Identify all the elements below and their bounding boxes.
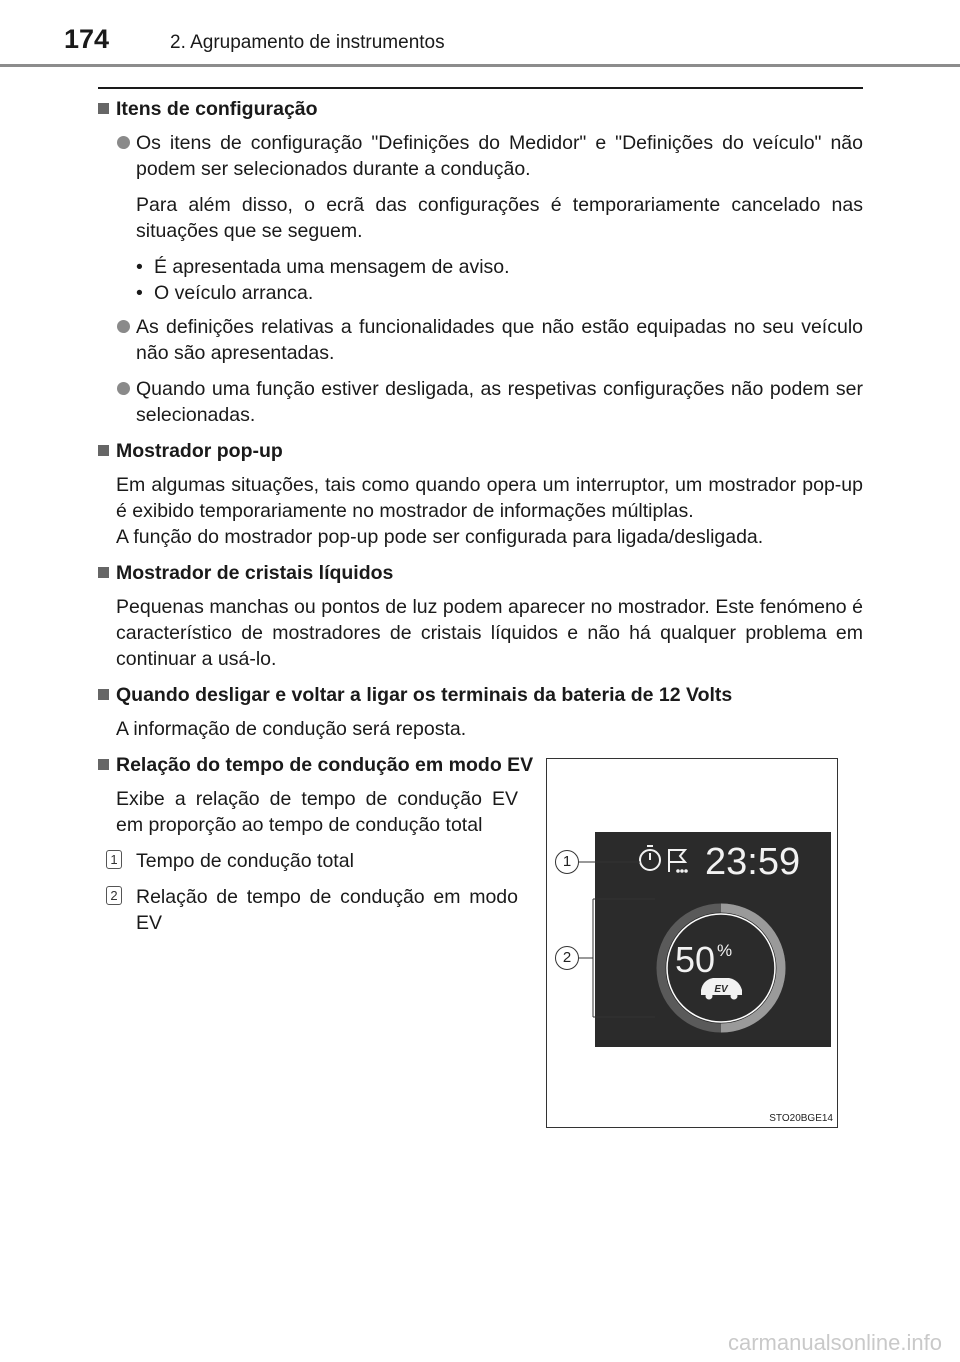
paragraph: Pequenas manchas ou pontos de luz podem aparecer no mostrador. Este fenómeno é característico de mostradores de cristais líquidos e não há qualquer problema em continuar a usá-lo. — [116, 596, 863, 670]
paragraph: Para além disso, o ecrã das configurações é temporariamente cancelado nas situações que se seguem. — [136, 194, 863, 242]
circle-bullet-icon — [117, 382, 130, 395]
ev-ratio-percent-sign: % — [717, 941, 733, 960]
section-heading-ev: Relação do tempo de condução em modo EV — [98, 752, 863, 778]
callout-2: 2 — [555, 946, 579, 970]
number-badge: 1 — [106, 850, 122, 869]
callout-leaders — [547, 759, 837, 1127]
sub-bullet-item: • É apresentada uma mensagem de aviso. — [136, 256, 510, 278]
numbered-item: 1 Tempo de condução total — [116, 848, 518, 874]
total-driving-time: 23:59 — [705, 841, 801, 883]
watermark: carmanualsonline.info — [727, 1330, 942, 1355]
square-bullet-icon — [98, 445, 109, 456]
ev-display-figure — [546, 758, 838, 1128]
ev-label: EV — [714, 984, 728, 995]
circle-bullet-icon — [117, 320, 130, 333]
ev-description — [110, 786, 518, 936]
paragraph: A função do mostrador pop-up pode ser configurada para ligada/desligada. — [116, 526, 764, 548]
numbered-item: 2 Relação de tempo de condução em modo EV — [116, 884, 518, 936]
bullet-item: As definições relativas a funcionalidades que não estão equipadas no seu veículo não são apresentadas. — [98, 314, 863, 366]
square-bullet-icon — [98, 759, 109, 770]
page-number: 174 — [64, 24, 110, 54]
page-header — [0, 0, 960, 70]
content-top-divider — [98, 87, 863, 89]
header-divider — [0, 64, 960, 67]
number-badge: 2 — [106, 886, 122, 905]
paragraph: Exibe a relação de tempo de condução EV em proporção ao tempo de condução total — [116, 788, 518, 836]
section-heading-config: Itens de configuração — [98, 96, 863, 122]
square-bullet-icon — [98, 103, 109, 114]
paragraph: A informação de condução será reposta. — [116, 718, 467, 740]
bullet-item: Quando uma função estiver desligada, as respetivas configurações não podem ser selecionadas. — [98, 376, 863, 428]
figure-code: STO20BGE14 — [769, 1113, 833, 1124]
sub-bullet-item: • O veículo arranca. — [136, 282, 314, 304]
callout-1: 1 — [555, 850, 579, 874]
chapter-title: 2. Agrupamento de instrumentos — [170, 32, 445, 53]
section-heading-lcd: Mostrador de cristais líquidos — [98, 560, 863, 586]
ev-ratio-value: 50 — [674, 939, 715, 980]
square-bullet-icon — [98, 689, 109, 700]
square-bullet-icon — [98, 567, 109, 578]
section-heading-battery: Quando desligar e voltar a ligar os terminais da bateria de 12 Volts — [98, 682, 863, 708]
section-heading-popup: Mostrador pop-up — [98, 438, 863, 464]
circle-bullet-icon — [117, 136, 130, 149]
bullet-item: Os itens de configuração "Definições do Medidor" e "Definições do veículo" não podem ser selecionados durante a condução. — [98, 130, 863, 182]
paragraph: Em algumas situações, tais como quando opera um interruptor, um mostrador pop-up é exibido temporariamente no mostrador de informações múltiplas. — [116, 474, 863, 522]
